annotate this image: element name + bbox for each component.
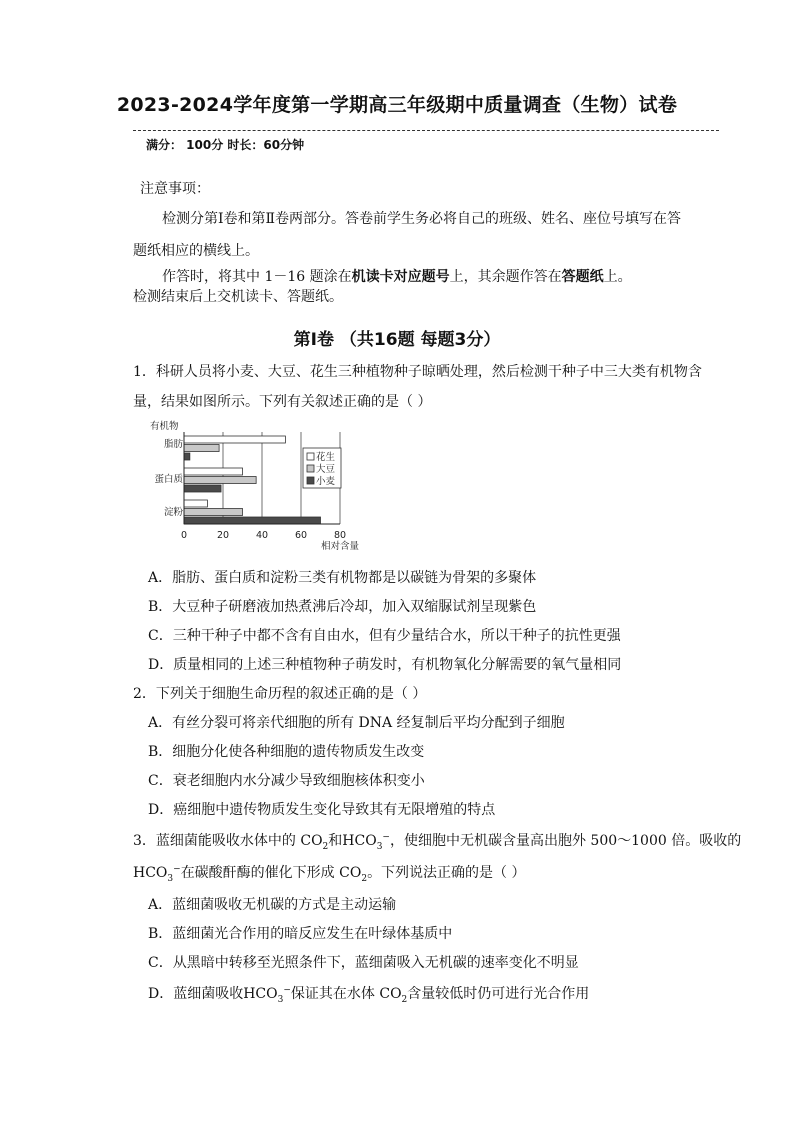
notice-heading: 注意事项：: [140, 181, 210, 197]
notice-line-1: 检测分第Ⅰ卷和第Ⅱ卷两部分。答卷前学生务必将自己的班级、姓名、座位号填写在答: [162, 211, 682, 227]
chart-legend: [303, 448, 341, 488]
category-label-1: 蛋白质: [154, 474, 183, 485]
q2-stem: 2．下列关于细胞生命历程的叙述正确的是（ ）: [133, 686, 427, 702]
bar-0-1: [184, 445, 219, 452]
organic-matter-chart: [150, 418, 370, 554]
q2-option-c: C．衰老细胞内水分减少导致细胞核体积变小: [148, 773, 425, 789]
q1-option-a: A．脂肪、蛋白质和淀粉三类有机物都是以碳链为骨架的多聚体: [148, 570, 537, 586]
bar-2-2: [184, 517, 321, 524]
bar-0-2: [184, 453, 190, 460]
q3-option-d: D．蓝细菌吸收$HCO_3^-$保证其在水体 $CO_2$含量较低时仍可进行光合作用: [148, 985, 590, 1005]
exam-meta: 满分： 100分 时长：60分钟: [146, 138, 305, 152]
q1-stem-2: 量，结果如图所示。下列有关叙述正确的是（ ）: [133, 394, 432, 410]
q1-option-c: C．三种干种子中都不含有自由水，但有少量结合水，所以干种子的抗性更强: [148, 628, 621, 644]
x-tick-0: 0: [180, 530, 188, 541]
legend-label-2: 小麦: [316, 476, 336, 487]
q3-stem-2: $HCO_3^-$在碳酸酐酶的催化下形成 $CO_2$。下列说法正确的是（ ）: [133, 864, 526, 884]
x-tick-3: 60: [294, 530, 308, 541]
bar-2-0: [184, 500, 207, 507]
title-divider: [133, 130, 719, 131]
q1-stem-1: 1．科研人员将小麦、大豆、花生三种植物种子晾晒处理，然后检测干种子中三大类有机物含: [133, 364, 702, 380]
category-label-0: 脂肪: [163, 439, 183, 450]
legend-label-1: 大豆: [316, 464, 336, 475]
q3-stem-1: 3．蓝细菌能吸收水体中的 $CO_2$和$HCO_3^-$，使细胞中无机碳含量高出胞外 500～1000 倍。吸收的: [133, 832, 742, 852]
bar-1-1: [184, 477, 256, 484]
notice-line-3: 作答时，将其中 1－16 题涂在机读卡对应题号上，其余题作答在答题纸上。: [162, 269, 632, 285]
q3-option-b: B．蓝细菌光合作用的暗反应发生在叶绿体基质中: [148, 926, 453, 942]
q1-option-b: B．大豆种子研磨液加热煮沸后冷却，加入双缩脲试剂呈现紫色: [148, 599, 537, 615]
notice-line-2: 题纸相应的横线上。: [133, 243, 259, 259]
q3-option-c: C．从黑暗中转移至光照条件下，蓝细菌吸入无机碳的速率变化不明显: [148, 955, 579, 971]
bar-1-0: [184, 468, 243, 475]
notice-line-4: 检测结束后上交机读卡、答题纸。: [133, 289, 343, 305]
bar-2-1: [184, 509, 243, 516]
q2-option-a: A．有丝分裂可将亲代细胞的所有 DNA 经复制后平均分配到子细胞: [148, 715, 565, 731]
category-label-2: 淀粉: [163, 507, 183, 518]
legend-swatch-0: [307, 453, 314, 460]
x-tick-2: 40: [255, 530, 269, 541]
legend-swatch-2: [307, 477, 314, 484]
q2-option-d: D．癌细胞中遗传物质发生变化导致其有无限增殖的特点: [148, 802, 496, 818]
q3-option-a: A．蓝细菌吸收无机碳的方式是主动运输: [148, 897, 397, 913]
q2-option-b: B．细胞分化使各种细胞的遗传物质发生改变: [148, 744, 425, 760]
exam-title: 2023-2024学年度第一学期高三年级期中质量调查（生物）试卷: [116, 94, 678, 116]
bar-1-2: [184, 485, 221, 492]
x-tick-4: 80: [333, 530, 347, 541]
chart-ylabel: 有机物: [150, 421, 179, 432]
section-title: 第Ⅰ卷 （共16题 每题3分）: [293, 330, 501, 350]
legend-label-0: 花生: [316, 452, 336, 463]
q1-option-d: D．质量相同的上述三种植物种子萌发时，有机物氧化分解需要的氧气量相同: [148, 657, 622, 673]
bar-0-0: [184, 436, 285, 443]
x-tick-1: 20: [216, 530, 230, 541]
legend-swatch-1: [307, 465, 314, 472]
chart-xlabel: 相对含量: [320, 541, 360, 552]
